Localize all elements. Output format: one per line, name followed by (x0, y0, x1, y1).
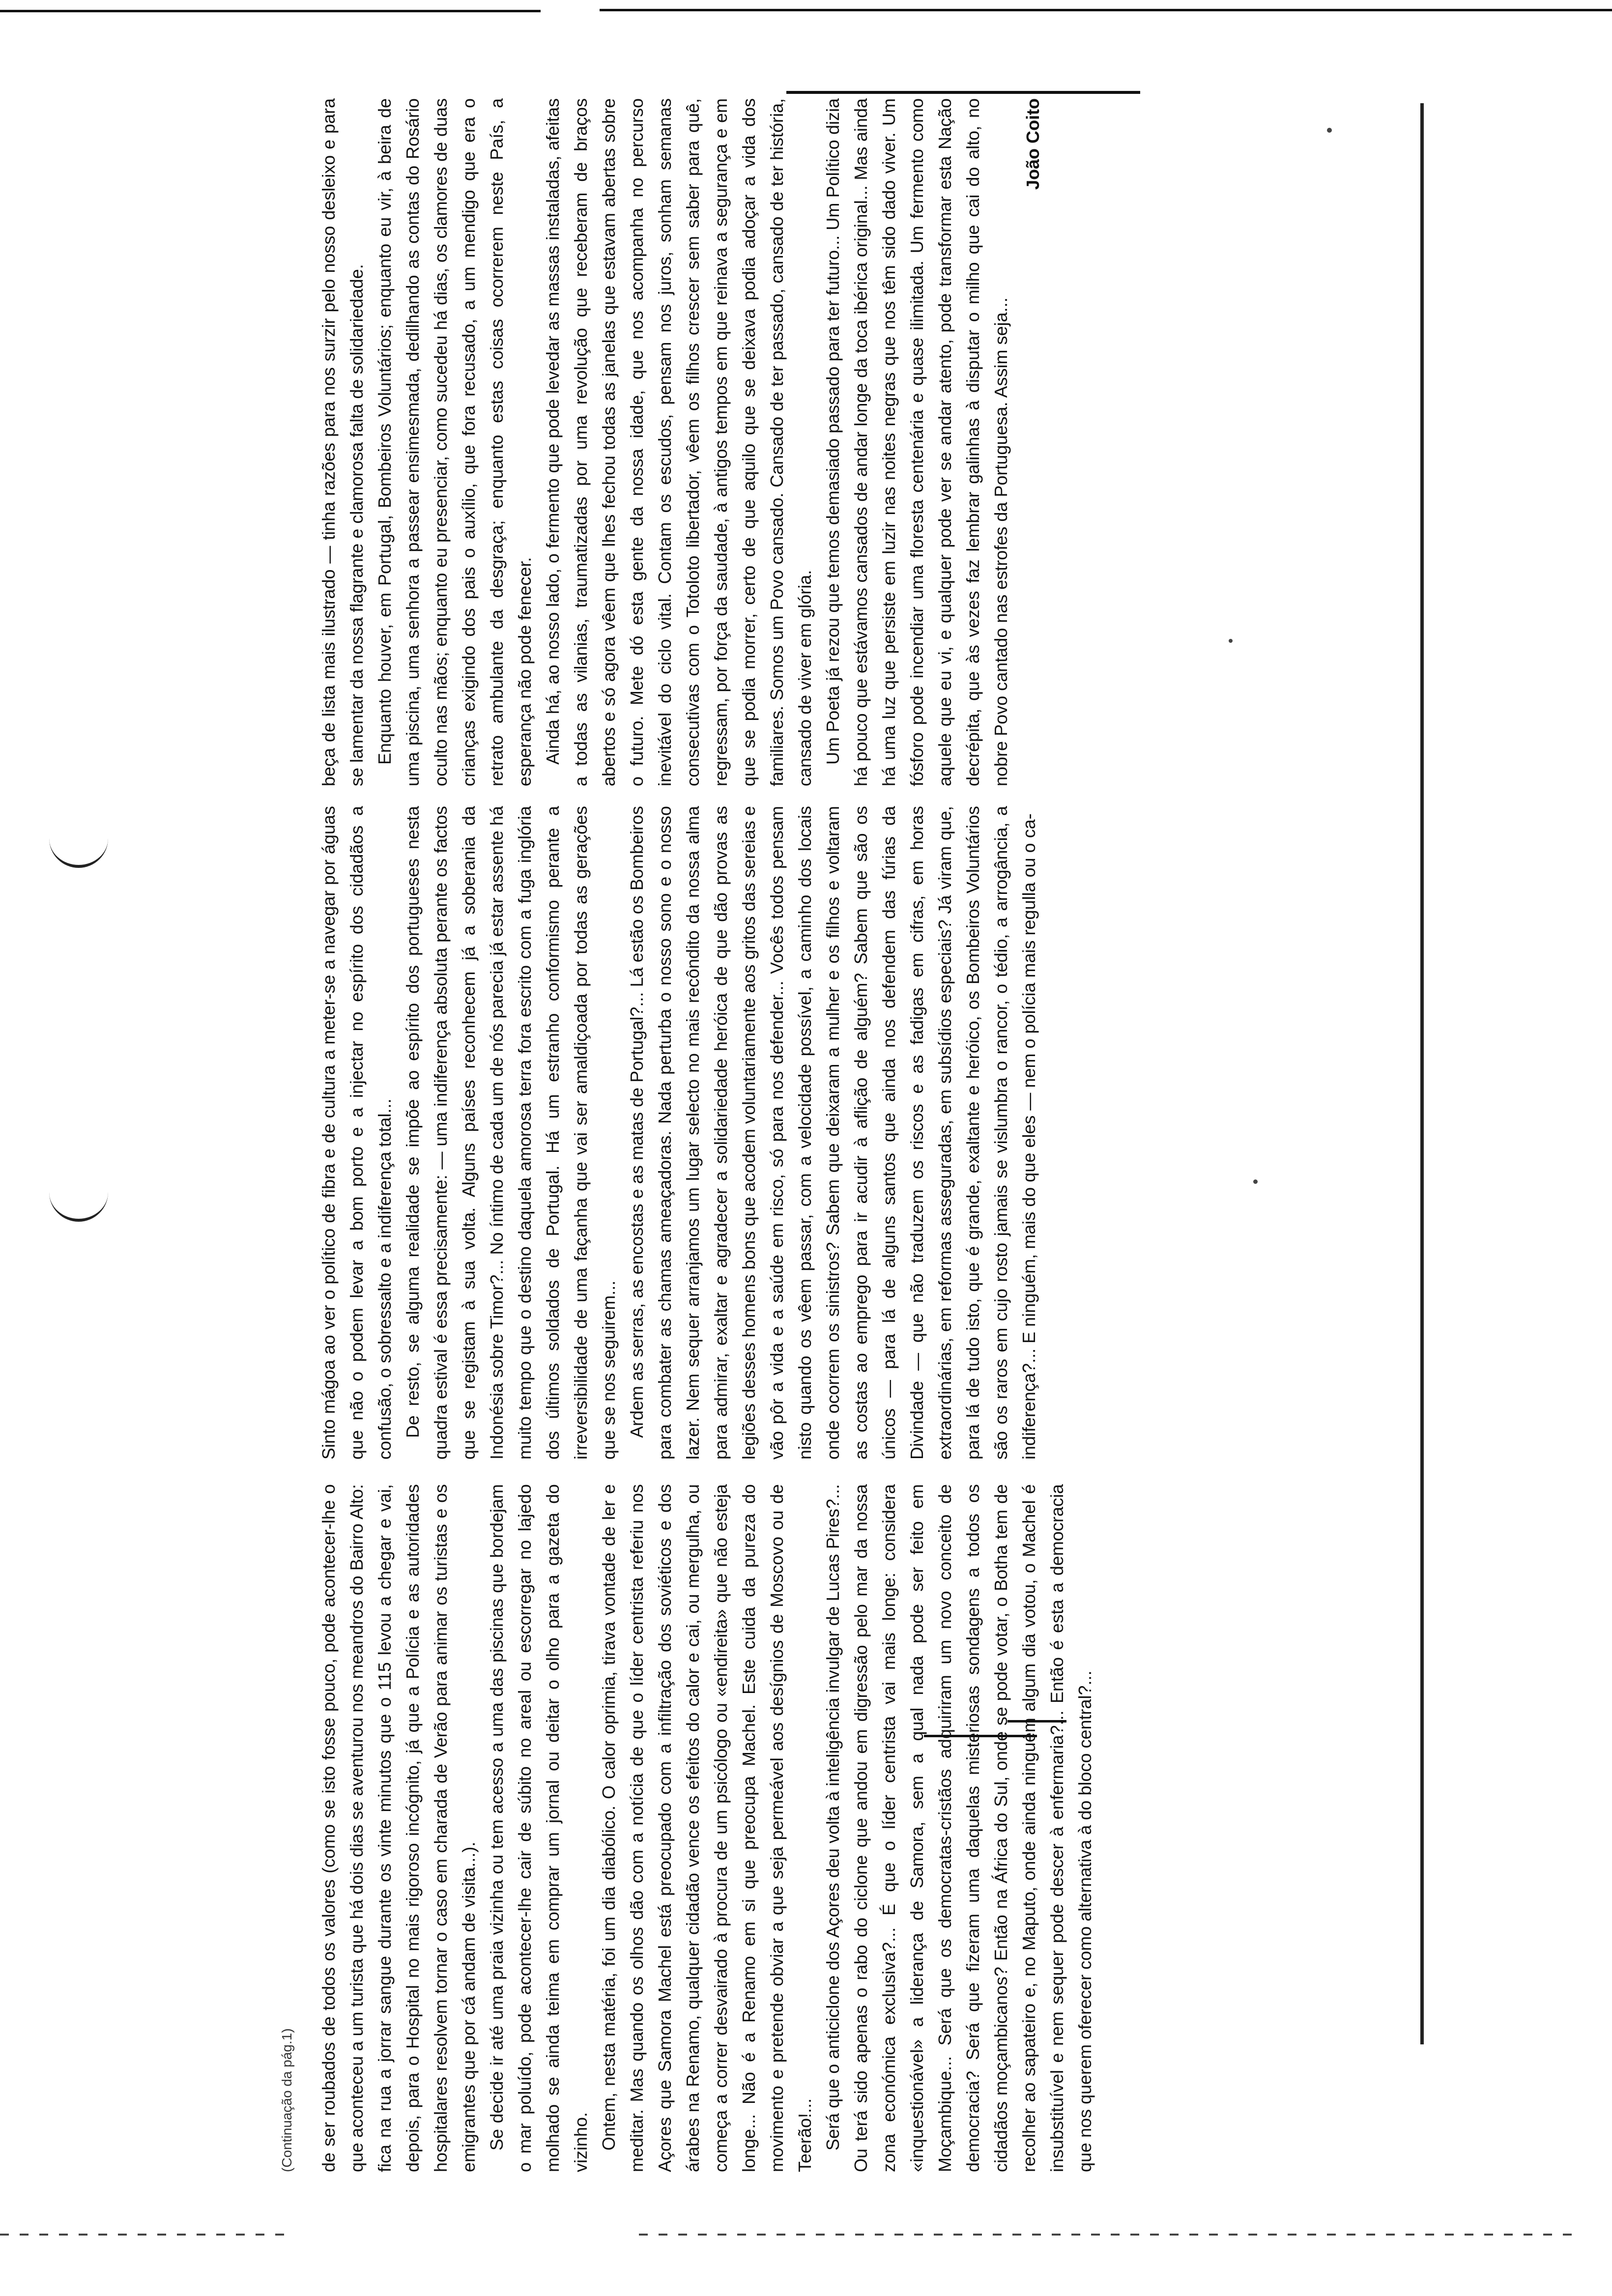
article-column-3 (315, 98, 1420, 786)
paragraph: Sinto mágoa ao ver o político de fibra e de cultura a meter-se a navegar por águas que não o podem levar a bom porto e a injectar no espírito dos cidadãos a confusão, o sobressalto e a indiferença total... (318, 806, 395, 1460)
top-rule-right (600, 9, 1612, 11)
clip-edge-rule (1420, 103, 1424, 2044)
top-rule-left (0, 10, 541, 12)
article-column-1 (315, 1484, 1420, 2172)
newspaper-clipping (279, 88, 1420, 2241)
paragraph: Um Poeta já rezou que temos demasiado passado para ter futuro... Um Político dizia há pouco que estávamos cansados de andar longe da toca ibérica original... Mas ainda há uma luz que persiste em luzir nas noites negras que nos têm sido dado viver. Um fósforo pode incendiar uma floresta centenária e quase ilimitada. Um fermento como aquele que eu vi, e qualquer pode ver se andar atento, pode transformar esta Nação decrépita, que às vezes faz lembrar galinhas à disputar o milho que cai do alto, no nobre Povo cantado nas estrofes da Portuguesa. Assim seja... (823, 98, 1011, 786)
paragraph: Será que o anticiclone dos Açores deu volta à inteligência invulgar de Lucas Pires?... Ou terá sido apenas o rabo do ciclone que andou em digressão pelo mar da nossa zona económica exclusiva?... É que o líder centrista vai mais longe: considera «inquestionável» a liderança de Samora, sem a qual nada pode ser feito em Moçambique... Será que os democratas-cristãos adquiriram um novo conceito de democracia? Será que fizeram uma daquelas misteriosas sondagens a todos os cidadãos moçambicanos? Então na África do Sul, onde se pode votar, o Botha tem de recolher ao sapateiro e, no Maputo, onde ainda ninguém algum dia votou, o Machel é insubstituível e nem sequer pode descer à enfermaria?... Então é esta a democracia que nos querem oferecer como alternativa à do bloco central?... (823, 1484, 1095, 2172)
paragraph: Enquanto houver, em Portugal, Bombeiros Voluntários; enquanto eu vir, à beira de uma piscina, uma senhora a passear ensimesmada, dedilhando as contas do Rosário oculto nas mãos; enquanto eu presenciar, como sucedeu há dias, os clamores de duas crianças exigindo dos pais o auxílio, que fora recusado, a um mendigo que era o retrato ambulante da desgraça; enquanto estas coisas ocorrerem neste País, a esperança não pode fenecer. (374, 98, 535, 786)
continuation-note: (Continuação da pág.1) (279, 2028, 294, 2172)
article-column-2 (315, 806, 1420, 1460)
scan-noise (0, 2234, 295, 2236)
scan-arc-mark (49, 1189, 108, 1222)
paragraph: de ser roubados de todos os valores (como se isto fosse pouco, pode acontecer-lhe o que aconteceu a um turista que há dois dias se aventurou nos meandros do Bairro Alto: fica na rua a jorrar sangue durante os vinte minutos que o 115 levou a chegar e vai, depois, para o Hospital no mais rigoroso incógnito, já que a Polícia e as autoridades hospitalares resolvem tornar o caso em charada de Verão para animar os turistas e os emigrantes que por cá andam de visita...). (318, 1484, 479, 2172)
author-signature: João Coito (1023, 98, 1043, 190)
paragraph: Ardem as serras, as encostas e as matas de Portugal?... Lá estão os Bombeiros para combater as chamas ameaçadoras. Nada perturba o nosso sono e o nosso lazer. Nem sequer arranjamos um lugar selecto no mais recôndito da nossa alma para admirar, exaltar e agradecer a solidariedade heróica de que dão provas as legiões desses homens bons que acodem voluntariamente aos gritos das sereias e vão pôr a vida e a saúde em risco, só para nos defender... Vocês todos pensam nisto quando os vêem passar, com a velocidade possível, a caminho dos locais onde ocorrem os sinistros? Sabem que deixaram a mulher e os filhos e voltaram as costas ao emprego para ir acudir à aflição de alguém? Sabem que são os únicos — para lá de alguns santos que ainda nos defendem das fúrias da Divindade — que não traduzem os riscos e as fadigas em cifras, em horas extraordinárias, em reformas asseguradas, em subsídios especiais? Já viram que, para lá de tudo isto, que é grande, exaltante e heróico, os Bombeiros Voluntários são os raros em cujo rosto jamais se vislumbra o rancor, o tédio, a arrogância, a indiferença?... E ninguém, mais do que eles — nem o polícia mais regulla ou o ca- (627, 806, 1039, 1460)
paragraph: beça de lista mais ilustrado — tinha razões para nos surzir pelo nosso desleixo e para se lamentar da nossa flagrante e clamorosa falta de solidariedade. (318, 98, 367, 786)
scan-arc-mark (49, 835, 108, 868)
paragraph: Se decide ir até uma praia vizinha ou tem acesso a uma das piscinas que bordejam o mar poluído, pode acontecer-lhe cair de súbito no areal ou escorregar no lajedo molhado se ainda teima em comprar um jornal ou deitar o olho para a gazeta do vizinho. (487, 1484, 591, 2172)
paragraph: De resto, se alguma realidade se impõe ao espírito dos portugueses nesta quadra estival é essa precisamente: — uma indiferença absoluta perante os factos que se registam à sua volta. Alguns países reconhecem já a soberania da Indonésia sobre Timor?... No íntimo de cada um de nós parecia já estar assente há muito tempo que o destino daquela amorosa terra fora escrito com a fuga inglória dos últimos soldados de Portugal. Há um estranho conformismo perante a irreversibilidade de uma façanha que vai ser amaldiçoada por todas as gerações que se nos seguirem... (403, 806, 619, 1460)
paragraph: Ainda há, ao nosso lado, o fermento que pode levedar as massas instaladas, afeitas a todas as vilanias, traumatizadas por uma revolução que receberam de braços abertos e só agora vêem que lhes fechou todas as janelas que estavam abertas sobre o futuro. Mete dó esta gente da nossa idade, que nos acompanha no percurso inevitável do ciclo vital. Contam os escudos, pensam nos juros, sonham semanas consecutivas com o Totoloto libertador, vêem os filhos crescer sem saber para quê, regressam, por força da saudade, à antigos tempos em que reinava a segurança e em que se podia morrer, certo de que aquilo que se deixava podia adoçar a vida dos familiares. Somos um Povo cansado. Cansado de ter passado, cansado de ter história, cansado de viver em glória. (543, 98, 815, 786)
paragraph: Ontem, nesta matéria, foi um dia diabólico. O calor oprimia, tirava vontade de ler e meditar. Mas quando os olhos dão com a notícia de que o líder centrista referiu nos Açores que Samora Machel está preocupado com a infiltração dos soviéticos e dos árabes na Renamo, qualquer cidadão vence os efeitos do calor e cai, ou mergulha, ou começa a correr desvairado à procura de um psicólogo ou «endireita» que não esteja longe... Não é a Renamo em si que preocupa Machel. Este cuida da pureza do movimento e pretende obviar a que seja permeável aos desígnios de Moscovo ou de Teerão!... (599, 1484, 815, 2172)
